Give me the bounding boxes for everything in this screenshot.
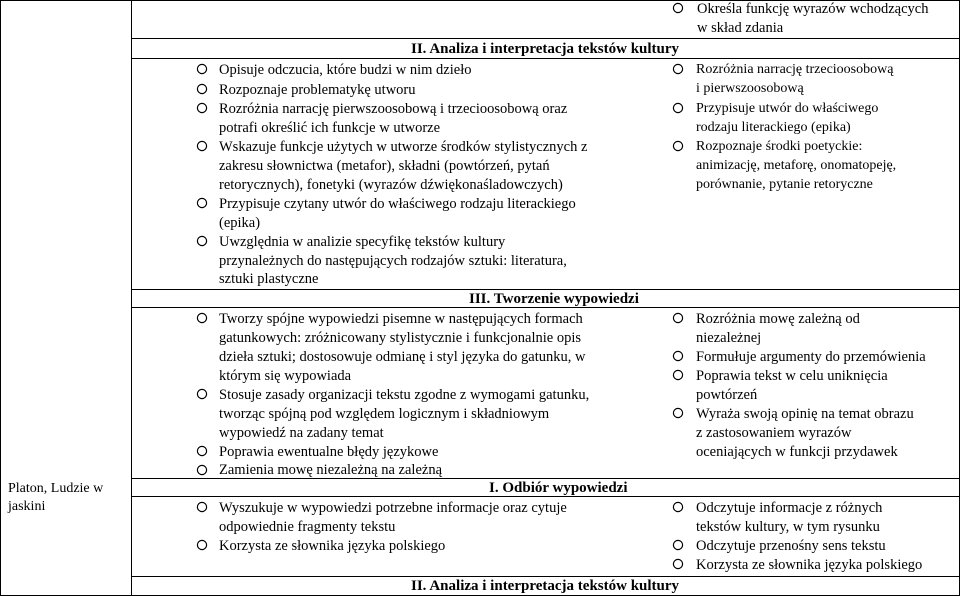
requirement-text: którym się wypowiada [219, 368, 352, 384]
objective-text: Przypisuje utwór do właściwego [696, 101, 879, 116]
bullet-icon [196, 235, 214, 253]
bullet-icon [672, 407, 690, 425]
bullet-icon [672, 2, 690, 20]
section-heading: I. Odbiór wypowiedzi [489, 480, 628, 496]
bullet-icon [672, 63, 690, 81]
requirement-text: Przypisuje czytany utwór do właściwego rodzaju literackiego [219, 196, 576, 212]
objective-text: animizację, metaforę, onomatopeję, [696, 158, 897, 173]
objective-text: Wyraża swoją opinię na temat obrazu [696, 406, 914, 422]
objective-text: Poprawia tekst w celu uniknięcia [696, 368, 888, 384]
section-heading: II. Analiza i interpretacja tekstów kultury [411, 41, 680, 57]
objective-text: Określa funkcję wyrazów wchodzących [697, 1, 929, 17]
requirement-text: Poprawia ewentualne błędy językowe [219, 444, 439, 460]
requirement-text: Korzysta ze słownika języka polskiego [219, 538, 446, 554]
bullet-icon [672, 539, 690, 557]
requirement-text: Wyszukuje w wypowiedzi potrzebne informacje oraz cytuje [219, 500, 567, 516]
objective-text: Odczytuje informacje z różnych [696, 500, 883, 516]
bullet-icon [672, 140, 690, 158]
objective-text: Rozróżnia narrację trzecioosobową [696, 62, 894, 77]
objective-text: tekstów kultury, w tym rysunku [696, 519, 880, 535]
objective-text: Rozpoznaje środki poetyckie: [696, 139, 863, 154]
requirement-text: Stosuje zasady organizacji tekstu zgodne z wymogami gatunku, [219, 387, 590, 403]
bullet-icon [672, 312, 690, 330]
objective-text: Korzysta ze słownika języka polskiego [696, 557, 923, 573]
objective-text: niezależnej [696, 330, 762, 346]
requirement-text: Rozróżnia narrację pierwszoosobową i trzecioosobową oraz [219, 101, 568, 117]
requirement-text: dzieła sztuki; dostosowuje odmianę i styl języka do gatunku, w [219, 349, 586, 365]
bullet-icon [672, 558, 690, 576]
bullet-icon [196, 197, 214, 215]
section-heading: II. Analiza i interpretacja tekstów kultury [411, 578, 680, 594]
requirement-text: Uwzględnia w analizie specyfikę tekstów kultury [219, 234, 506, 250]
requirement-text: retorycznych), fonetyki (wyrazów dźwiękonaśladowczych) [219, 177, 563, 193]
bullet-icon [196, 63, 214, 81]
bullet-icon [196, 501, 214, 519]
requirement-text: (epika) [219, 215, 261, 231]
bullet-icon [672, 369, 690, 387]
table-divider-first-column [131, 0, 132, 596]
bullet-icon [196, 464, 214, 482]
objective-text: Rozróżnia mowę zależną od [696, 311, 860, 327]
bullet-icon [196, 83, 214, 101]
objective-text: i pierwszoosobową [696, 81, 804, 96]
bullet-icon [672, 501, 690, 519]
objective-text: rodzaju literackiego (epika) [696, 120, 851, 135]
table-border-left [0, 0, 1, 596]
requirement-text: wypowiedź na zadany temat [219, 425, 384, 441]
objective-text: Odczytuje przenośny sens tekstu [696, 538, 886, 554]
requirement-text: przynależnych do następujących rodzajów sztuki: literatura, [219, 253, 567, 269]
requirement-text: potrafi określić ich funkcje w utworze [219, 120, 441, 136]
objective-text: Formułuje argumenty do przemówienia [696, 349, 926, 365]
row-divider [131, 38, 960, 39]
objective-text: powtórzeń [696, 387, 758, 403]
bullet-icon [672, 350, 690, 368]
requirement-text: Zamienia mowę niezależną na zależną [219, 462, 443, 478]
requirement-text: Tworzy spójne wypowiedzi pisemne w następujących formach [219, 311, 583, 327]
requirement-text: zakresu słownictwa (metafor), składni (powtórzeń, pytań [219, 158, 550, 174]
bullet-icon [196, 312, 214, 330]
lesson-title: Platon, Ludzie w jaskini [8, 481, 104, 514]
bullet-icon [196, 445, 214, 463]
bullet-icon [196, 140, 214, 158]
objective-text: w skład zdania [697, 20, 784, 36]
requirement-text: Rozpoznaje problematykę utworu [219, 82, 416, 98]
objective-text: z zastosowaniem wyrazów [696, 425, 852, 441]
requirement-text: Opisuje odczucia, które budzi w nim dzieło [219, 62, 472, 78]
requirement-text: odpowiednie fragmenty tekstu [219, 519, 396, 535]
row-divider [131, 58, 960, 59]
requirement-text: sztuki plastyczne [219, 271, 319, 287]
objective-text: oceniających w funkcji przydawek [696, 444, 898, 460]
requirement-text: Wskazuje funkcje użytych w utworze środków stylistycznych z [219, 139, 588, 155]
bullet-icon [196, 539, 214, 557]
requirement-text: tworząc spójną pod względem logicznym i składniowym [219, 406, 550, 422]
objective-text: porównanie, pytanie retoryczne [696, 177, 873, 192]
bullet-icon [196, 388, 214, 406]
section-heading: III. Tworzenie wypowiedzi [469, 291, 639, 307]
requirement-text: gatunkowych: zróżnicowany stylistycznie i funkcjonalnie opis [219, 330, 582, 346]
bullet-icon [672, 102, 690, 120]
bullet-icon [196, 102, 214, 120]
